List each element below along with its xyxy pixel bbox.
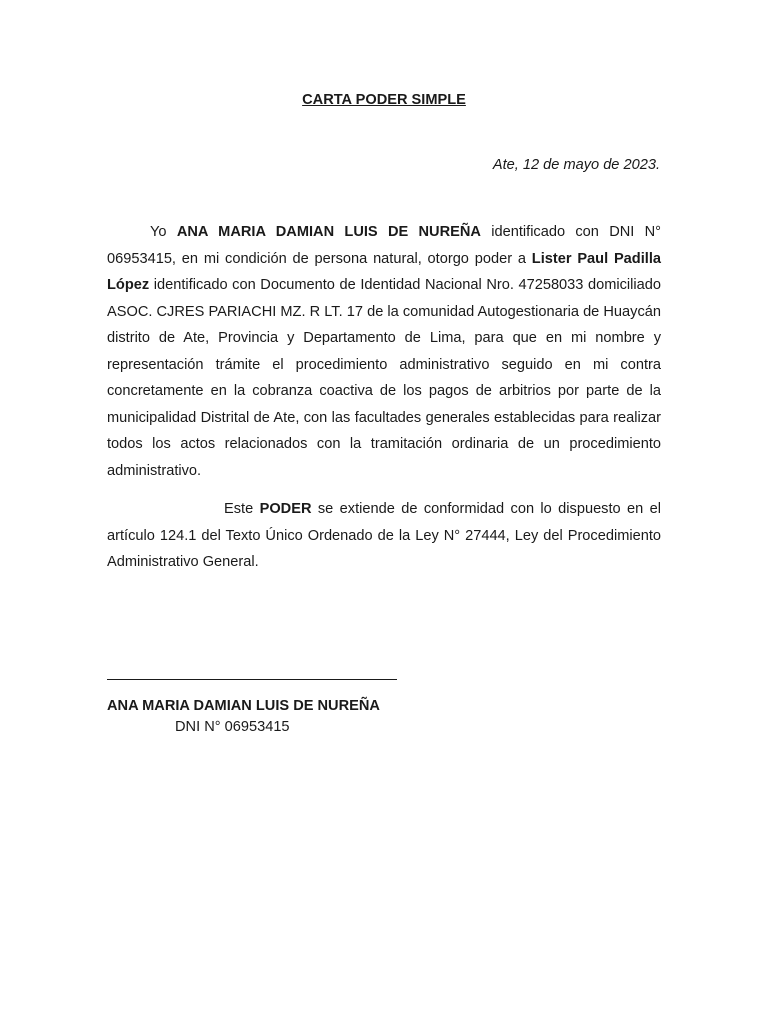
paragraph-legal-basis (107, 496, 661, 576)
paragraph1-text-3: identificado con Documento de Identidad Nacional Nro. 47258033 domiciliado ASOC. CJRES PARIACHI MZ. R LT. 17 de la comunidad Autogestionaria de Huaycán distrito de Ate, Provincia y Departamento de Lima, para que en mi nombre y representación trámite el procedimiento administrativo seguido en mi contra concretamente en la cobranza coactiva de los pagos de arbitrios por parte de la municipalidad Distrital de Ate, con las facultades generales establecidas para realizar todos los actos relacionados con la tramitación ordinaria de un procedimiento administrativo. (107, 277, 661, 479)
paragraph2-text-1: Este (224, 501, 260, 517)
paragraph-authorization (107, 219, 661, 484)
signature-dni: DNI N° 06953415 (175, 719, 290, 735)
signature-name: ANA MARIA DAMIAN LUIS DE NUREÑA (107, 698, 380, 714)
paragraph2-text-2: se extiende de conformidad con lo dispuesto en el artículo 124.1 del Texto Único Ordenado de la Ley N° 27444, Ley del Procedimiento Administrativo General. (107, 501, 661, 570)
poder-keyword: PODER (259, 501, 312, 517)
document-title: CARTA PODER SIMPLE (302, 92, 466, 108)
grantor-name: ANA MARIA DAMIAN LUIS DE NUREÑA (176, 224, 481, 240)
document-date: Ate, 12 de mayo de 2023. (492, 157, 660, 173)
attorney-name: Lister Paul Padilla López (107, 250, 661, 293)
paragraph1-text-1: Yo (150, 224, 177, 240)
signature-line (107, 679, 397, 680)
paragraph1-text-2: identificado con DNI N° 06953415, en mi condición de persona natural, otorgo poder a (107, 224, 661, 267)
